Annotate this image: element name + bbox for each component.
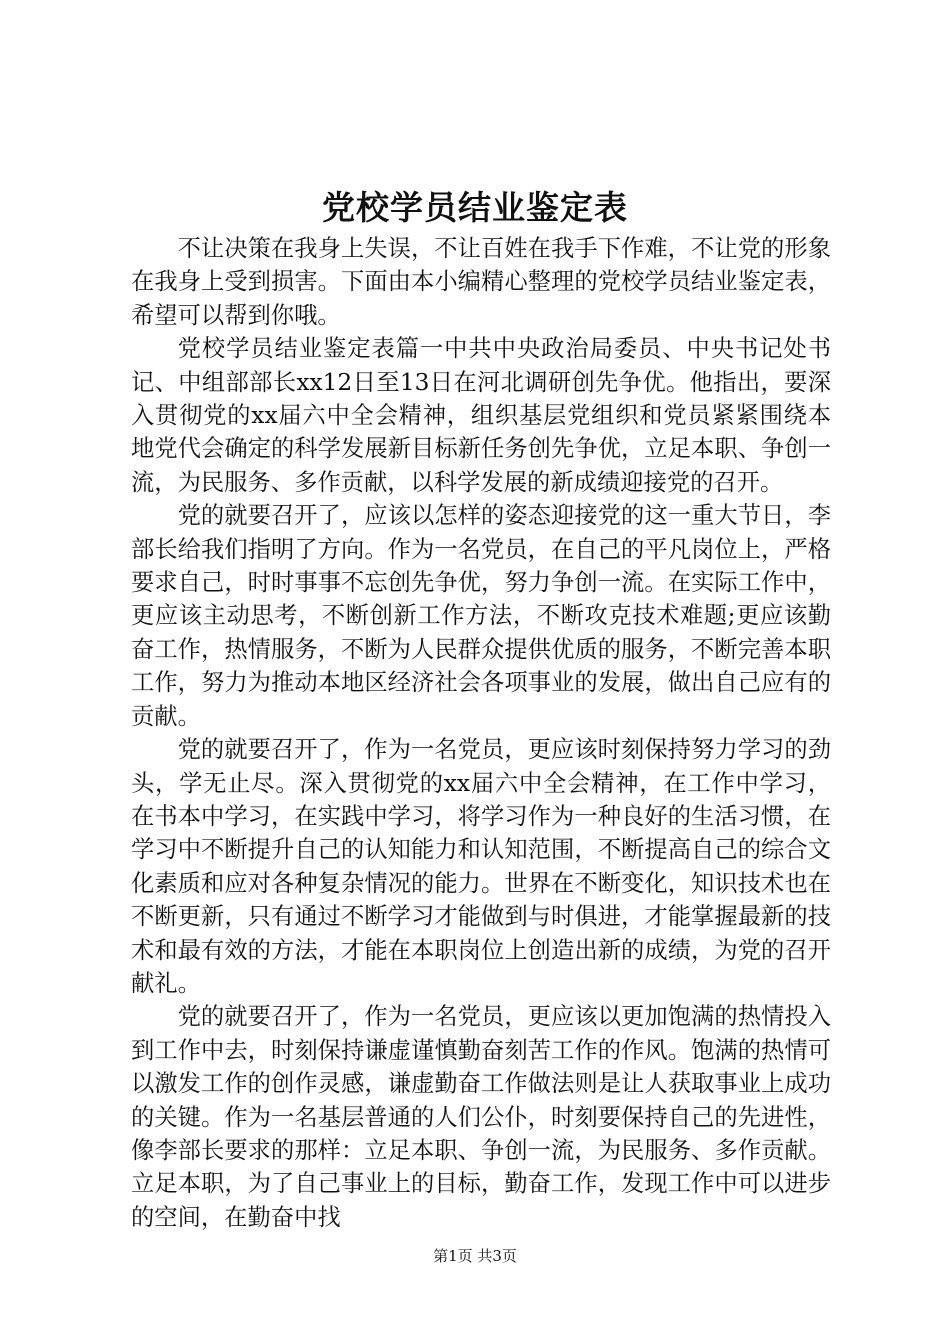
paragraph-learning: 党的就要召开了，作为一名党员，更应该时刻保持努力学习的劲头，学无止尽。深入贯彻党的xx届六中全会精神，在工作中学习，在书本中学习，在实践中学习，将学习作为一种良好的生活习惯，在学习中不断提升自己的认知能力和认知范围，不断提高自己的综合文化素质和应对各种复杂情况的能力。世界在不断变化，知识技术也在不断更新，只有通过不断学习才能做到与时俱进，才能掌握最新的技术和最有效的方法，才能在本职岗位上创造出新的成绩，为党的召开献礼。: [131, 736, 831, 997]
paragraph-part-one: 党校学员结业鉴定表篇一中共中央政治局委员、中央书记处书记、中组部部长xx12日至13日在河北调研创先争优。他指出，要深入贯彻党的xx届六中全会精神，组织基层党组织和党员紧紧围绕本地党代会确定的科学发展新目标新任务创先争优，立足本职、争创一流，为民服务、多作贡献，以科学发展的新成绩迎接党的召开。: [131, 335, 831, 496]
paragraph-enthusiasm: 党的就要召开了，作为一名党员，更应该以更加饱满的热情投入到工作中去，时刻保持谦虚谨慎勤奋刻苦工作的作风。饱满的热情可以激发工作的创作灵感，谦虚勤奋工作做法则是让人获取事业上成功的关键。作为一名基层普通的人们公仆，时刻要保持自己的先进性，像李部长要求的那样：立足本职、争创一流，为民服务、多作贡献。立足本职，为了自己事业上的目标，勤奋工作，发现工作中可以进步的空间，在勤奋中找: [131, 1003, 831, 1231]
document-title: 党校学员结业鉴定表: [322, 188, 628, 227]
document-body: [131, 232, 831, 1234]
paragraph-intro: 不让决策在我身上失误，不让百姓在我手下作难，不让党的形象在我身上受到损害。下面由本小编精心整理的党校学员结业鉴定表，希望可以帮到你哦。: [131, 235, 831, 329]
paragraph-striving: 党的就要召开了，应该以怎样的姿态迎接党的这一重大节日，李部长给我们指明了方向。作为一名党员，在自己的平凡岗位上，严格要求自己，时时事事不忘创先争优，努力争创一流。在实际工作中，更应该主动思考，不断创新工作方法，不断攻克技术难题;更应该勤奋工作，热情服务，不断为人民群众提供优质的服务，不断完善本职工作，努力为推动本地区经济社会各项事业的发展，做出自己应有的贡献。: [131, 502, 831, 730]
page-number-footer: 第1页 共3页: [433, 1247, 517, 1265]
